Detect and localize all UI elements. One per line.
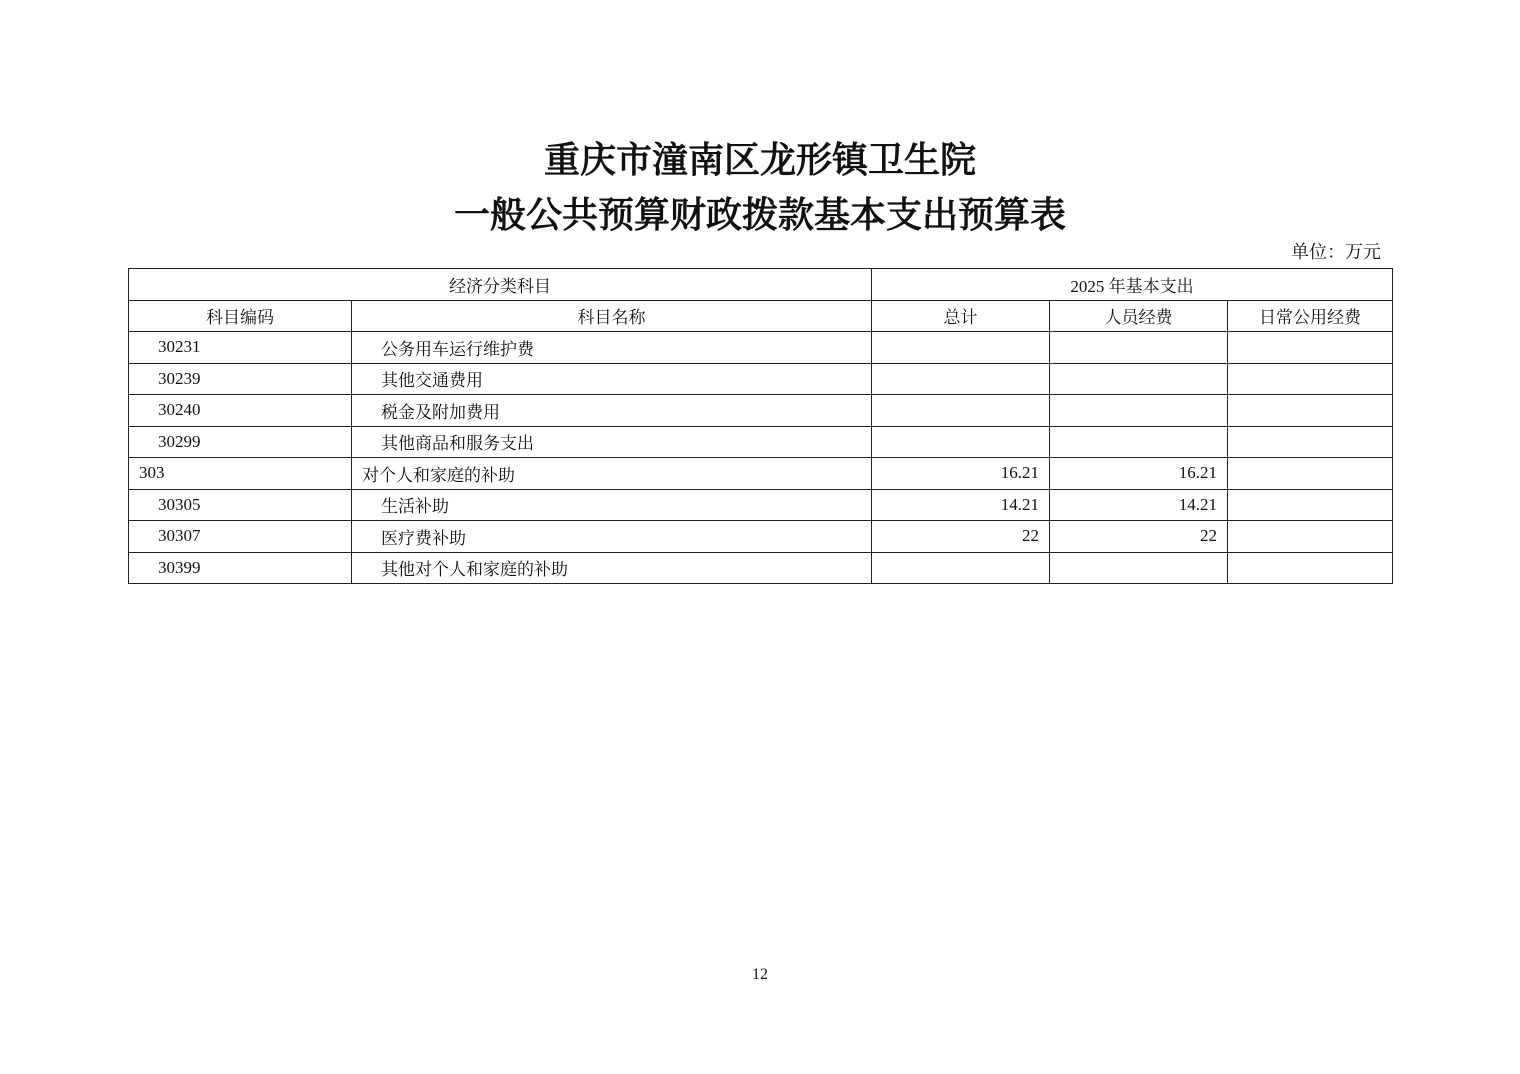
document-title: 重庆市潼南区龙形镇卫生院 (543, 139, 976, 181)
cell-name: 对个人和家庭的补助 (352, 458, 872, 490)
cell-code: 30305 (129, 489, 352, 521)
cell-name: 其他对个人和家庭的补助 (352, 552, 872, 584)
cell-total: 16.21 (872, 458, 1050, 490)
cell-public (1228, 458, 1393, 490)
cell-public (1228, 332, 1393, 364)
table-row (129, 458, 1393, 490)
column-header-total: 总计 (872, 300, 1050, 332)
cell-total: 14.21 (872, 489, 1050, 521)
cell-code: 30240 (129, 395, 352, 427)
table-row (129, 489, 1393, 521)
cell-personnel (1050, 426, 1228, 458)
cell-code: 303 (129, 458, 352, 490)
column-header-code: 科目编码 (129, 300, 352, 332)
page-number: 12 (752, 966, 768, 983)
table-row (129, 363, 1393, 395)
cell-personnel (1050, 332, 1228, 364)
cell-code: 30399 (129, 552, 352, 584)
table-row (129, 332, 1393, 364)
cell-name: 税金及附加费用 (352, 395, 872, 427)
cell-name: 其他交通费用 (352, 363, 872, 395)
cell-total (872, 363, 1050, 395)
cell-total (872, 332, 1050, 364)
cell-code: 30307 (129, 521, 352, 553)
cell-code: 30299 (129, 426, 352, 458)
basic-expense-header: 2025 年基本支出 (872, 269, 1393, 301)
cell-personnel (1050, 363, 1228, 395)
economic-classification-header: 经济分类科目 (129, 269, 872, 301)
cell-personnel: 14.21 (1050, 489, 1228, 521)
cell-public (1228, 395, 1393, 427)
column-header-public: 日常公用经费 (1228, 300, 1393, 332)
cell-name: 生活补助 (352, 489, 872, 521)
unit-label: 单位：万元 (1291, 242, 1381, 262)
budget-table (128, 268, 1393, 584)
cell-name: 其他商品和服务支出 (352, 426, 872, 458)
column-header-name: 科目名称 (352, 300, 872, 332)
cell-name: 公务用车运行维护费 (352, 332, 872, 364)
column-header-personnel: 人员经费 (1050, 300, 1228, 332)
group-header-row (129, 269, 1393, 301)
table-row (129, 521, 1393, 553)
cell-public (1228, 363, 1393, 395)
column-header-row (129, 300, 1393, 332)
document-subtitle: 一般公共预算财政拨款基本支出预算表 (453, 194, 1066, 236)
cell-total (872, 426, 1050, 458)
cell-public (1228, 521, 1393, 553)
cell-name: 医疗费补助 (352, 521, 872, 553)
cell-personnel (1050, 552, 1228, 584)
cell-total: 22 (872, 521, 1050, 553)
cell-personnel: 22 (1050, 521, 1228, 553)
cell-public (1228, 426, 1393, 458)
cell-total (872, 552, 1050, 584)
cell-code: 30239 (129, 363, 352, 395)
cell-personnel (1050, 395, 1228, 427)
cell-code: 30231 (129, 332, 352, 364)
cell-public (1228, 489, 1393, 521)
table-row (129, 552, 1393, 584)
table-row (129, 426, 1393, 458)
table-row (129, 395, 1393, 427)
cell-public (1228, 552, 1393, 584)
cell-total (872, 395, 1050, 427)
cell-personnel: 16.21 (1050, 458, 1228, 490)
